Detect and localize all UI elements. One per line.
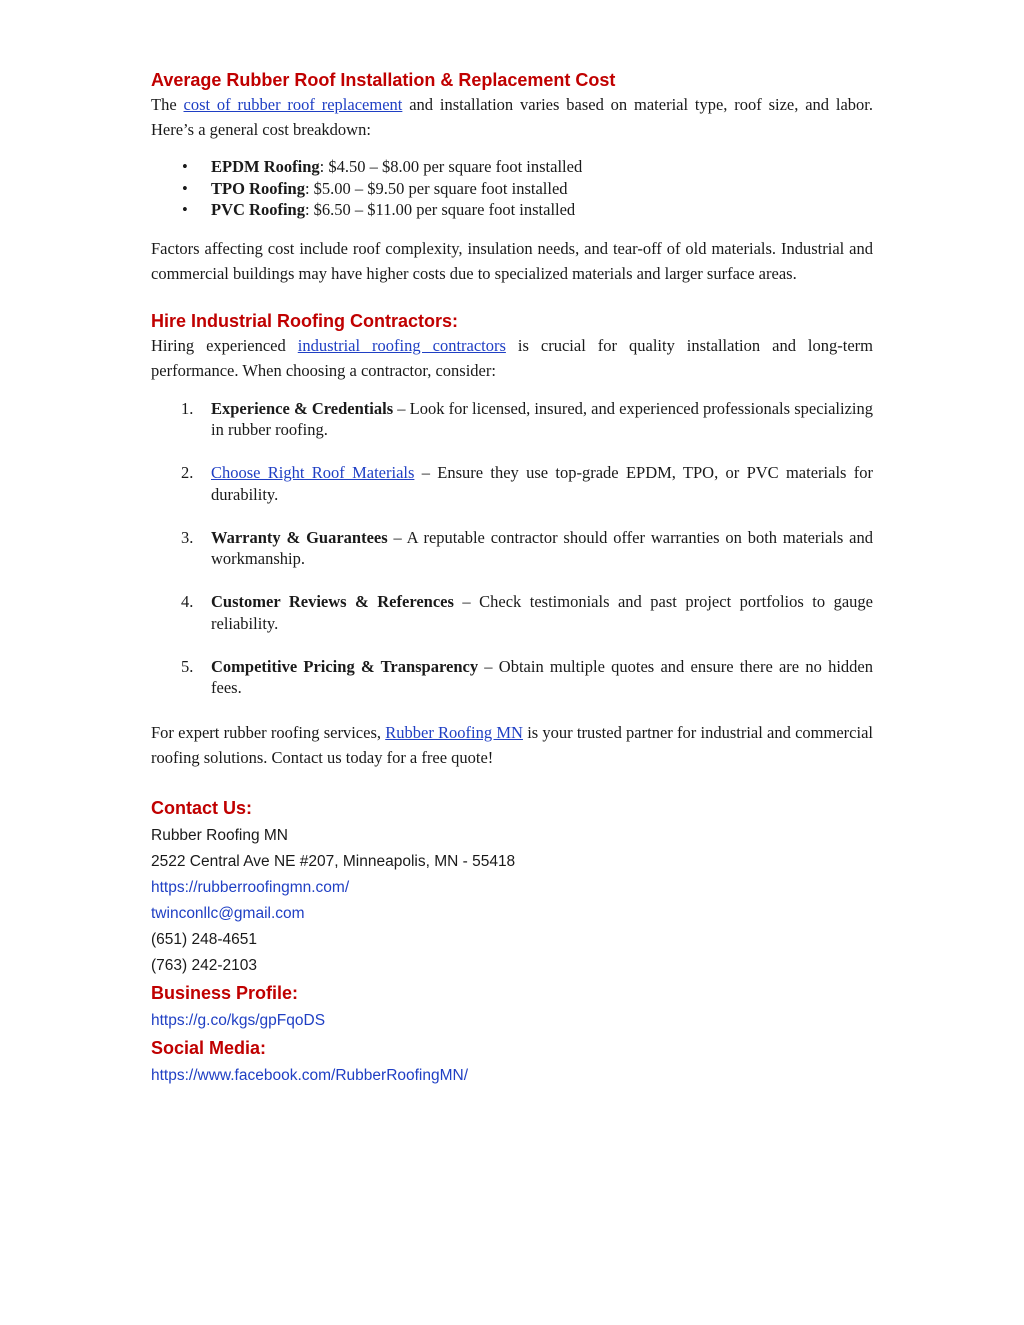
closing-paragraph [151,720,873,770]
business-profile-heading: Business Profile: [151,983,299,1003]
cost-intro-text: The [151,95,184,114]
email-link[interactable]: twinconllc@gmail.com [151,905,305,922]
step-detail: – A reputable contractor should offer warranties on both materials and workmanship. [211,527,873,568]
phone-number: (651) 248-4651 [151,931,257,948]
list-item [151,199,873,221]
list-item [151,398,873,441]
address: 2522 Central Ave NE #207, Minneapolis, MN - 55418 [151,853,516,870]
item-name: EPDM Roofing [211,157,320,176]
list-item [151,591,873,634]
list-item [151,462,873,505]
step-number: 1. [181,398,194,418]
cost-factors: Factors affecting cost include roof complexity, insulation needs, and tear-off of old materials. Industrial and commercial buildings may have higher costs due to specialized materials and larger surface areas. [151,238,873,283]
item-name: TPO Roofing [211,178,305,198]
closing-text-after: is your trusted partner for industrial and commercial roofing solutions. Contact us today for a free quote! [151,723,873,767]
rubber-roofing-mn-link[interactable]: Rubber Roofing MN [385,723,523,742]
website-link[interactable]: https://rubberroofingmn.com/ [151,879,350,896]
item-detail: : $5.00 – $9.50 per square foot installed [304,178,568,198]
item-detail: : $4.50 – $8.00 per square foot installed [319,157,583,176]
item-detail: : $6.50 – $11.00 per square foot installed [304,200,576,219]
choose-materials-link[interactable]: Choose Right Roof Materials [211,463,415,482]
company-name: Rubber Roofing MN [151,827,288,844]
cost-intro [151,92,873,142]
cost-list [151,156,873,221]
list-item [151,178,873,200]
step-title: Warranty & Guarantees [211,527,388,547]
cost-intro-text-after: and installation varies based on material type, roof size, and labor. Here’s a general cost breakdown: [151,95,874,139]
contact-heading: Contact Us: [151,798,253,818]
item-name: PVC Roofing [211,200,305,219]
business-profile-link[interactable]: https://g.co/kgs/gpFqoDS [151,1012,326,1029]
list-item [151,527,873,570]
step-detail: – Look for licensed, insured, and experienced professionals specializing in rubber roofing. [211,398,873,439]
bullet-icon: • [182,178,188,198]
contractors-heading: Hire Industrial Roofing Contractors: [151,310,459,331]
document-content [151,68,873,1089]
step-detail: – Check testimonials and past project portfolios to gauge reliability. [211,592,873,633]
contractors-intro-text: Hiring experienced [151,335,298,355]
step-detail: – Ensure they use top-grade EPDM, TPO, or PVC materials for durability. [211,463,873,504]
contractor-criteria-list [151,398,873,699]
phone-number: (763) 242-2103 [151,957,257,974]
step-title: Experience & Credentials [211,398,394,418]
list-item [151,156,873,178]
step-number: 3. [181,527,194,547]
step-number: 2. [181,463,194,482]
industrial-contractors-link[interactable]: industrial roofing contractors [297,335,506,355]
bullet-icon: • [182,200,188,219]
list-item [151,656,873,699]
cost-of-replacement-link[interactable]: cost of rubber roof replacement [183,95,403,114]
contractors-intro-text-after: is crucial for quality installation and long-term performance. When choosing a contractor, consider: [151,335,873,380]
facebook-link[interactable]: https://www.facebook.com/RubberRoofingMN/ [151,1067,469,1084]
step-title: Customer Reviews & References [211,592,454,611]
social-media-heading: Social Media: [151,1038,267,1058]
cost-heading: Average Rubber Roof Installation & Replacement Cost [151,70,616,90]
bullet-icon: • [182,157,188,176]
step-number: 4. [181,592,194,611]
step-title: Competitive Pricing & Transparency [211,656,479,676]
contractors-intro [151,333,873,383]
closing-text: For expert rubber roofing services, [151,723,386,742]
step-detail: – Obtain multiple quotes and ensure there are no hidden fees. [211,656,873,697]
step-number: 5. [181,656,194,676]
